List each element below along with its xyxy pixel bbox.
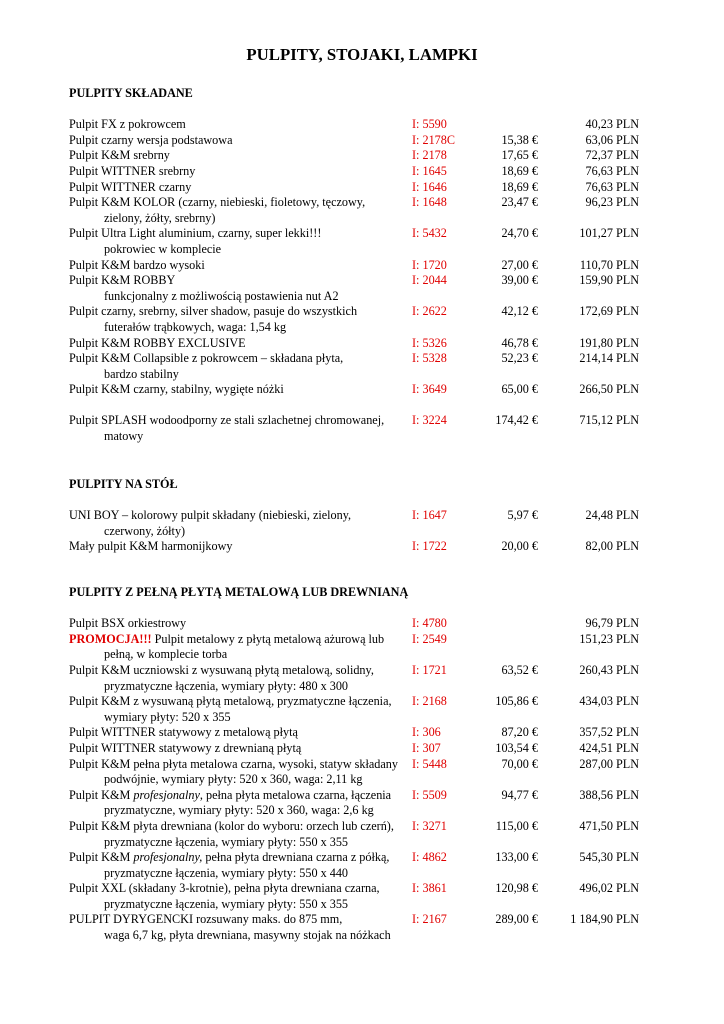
item-emphasis: profesjonalny [133,787,200,802]
price-row [69,757,649,788]
price-row [69,382,649,398]
item-code: I: 1720 [412,257,447,272]
price-row [69,819,649,850]
price-row [69,616,649,632]
item-description [69,850,401,881]
price-pln: 96,79 PLN [585,616,639,631]
item-continuation: pryzmatyczne łączenia, wymiary płyty: 480 x 300 [104,678,349,693]
item-code: I: 5448 [412,756,447,771]
price-pln: 159,90 PLN [579,273,639,288]
price-row [69,336,649,352]
price-eur: 42,12 € [501,304,538,319]
price-eur: 20,00 € [501,539,538,554]
item-continuation: pryzmatyczne łączenia, wymiary płyty: 550 x 355 [104,896,349,911]
price-row [69,725,649,741]
item-code: I: 3271 [412,818,447,833]
price-pln: 260,43 PLN [579,662,639,677]
price-pln: 357,52 PLN [579,725,639,740]
price-row [69,304,649,335]
price-pln: 24,48 PLN [585,508,639,523]
section-title: PULPITY SKŁADANE [69,86,193,100]
item-description [69,164,401,180]
price-pln: 96,23 PLN [585,195,639,210]
item-line: Pulpit K&M uczniowski z wysuwaną płytą metalową, solidny, [69,662,374,677]
price-eur: 115,00 € [495,818,538,833]
price-eur: 46,78 € [501,335,538,350]
price-row [69,632,649,663]
price-pln: 82,00 PLN [585,539,639,554]
price-row [69,508,649,539]
item-description [69,133,401,149]
item-code: I: 3861 [412,881,447,896]
item-code: I: 1721 [412,662,447,677]
item-description [69,117,401,133]
item-description [69,508,401,539]
item-continuation: pełną, w komplecie torba [104,647,228,662]
item-line: Pulpit XXL (składany 3-krotnie), pełna płyta drewniana czarna, [69,881,380,896]
price-pln: 101,27 PLN [579,226,639,241]
item-description [69,351,401,382]
price-row [69,413,649,444]
item-description [69,632,401,663]
item-code: I: 1645 [412,163,447,178]
price-pln: 172,69 PLN [579,304,639,319]
item-code: I: 2044 [412,273,447,288]
item-description [69,148,401,164]
item-code: I: 2178 [412,148,447,163]
price-pln: 434,03 PLN [579,694,639,709]
price-eur: 133,00 € [495,850,538,865]
price-pln: 1 184,90 PLN [570,912,639,927]
item-continuation: funkcjonalny z możliwością postawienia nut A2 [104,288,339,303]
item-code: I: 4780 [412,616,447,631]
item-line: Pulpit FX z pokrowcem [69,117,186,132]
item-description [69,336,401,352]
item-description [69,694,401,725]
price-pln: 388,56 PLN [579,787,639,802]
item-code: I: 2622 [412,304,447,319]
price-eur: 289,00 € [495,912,538,927]
price-row [69,912,649,943]
item-line: Pulpit K&M z wysuwaną płytą metalową, pryzmatyczne łączenia, [69,694,392,709]
item-description [69,180,401,196]
item-description [69,663,401,694]
price-row [69,694,649,725]
item-description [69,788,401,819]
item-description [69,273,401,304]
price-row [69,226,649,257]
item-code: I: 5432 [412,226,447,241]
price-row [69,741,649,757]
price-eur: 39,00 € [501,273,538,288]
section-pulpity-skladane [69,86,649,445]
item-line: PULPIT DYRYGENCKI rozsuwany maks. do 875 mm, [69,912,343,927]
price-pln: 40,23 PLN [585,117,639,132]
item-description [69,757,401,788]
item-continuation: waga 6,7 kg, płyta drewniana, masywny stojak na nóżkach [104,928,391,943]
price-pln: 72,37 PLN [585,148,639,163]
item-line: Pulpit K&M Collapsible z pokrowcem – składana płyta, [69,351,344,366]
item-code: I: 307 [412,740,441,755]
price-row [69,351,649,382]
item-description [69,258,401,274]
price-eur: 174,42 € [495,413,538,428]
item-line: Mały pulpit K&M harmonijkowy [69,539,233,554]
item-continuation: pryzmatyczne łączenia, wymiary płyty: 550 x 440 [104,865,349,880]
item-line: Pulpit SPLASH wodoodporny ze stali szlachetnej chromowanej, [69,413,385,428]
price-row [69,788,649,819]
page-title: PULPITY, STOJAKI, LAMPKI [246,45,478,64]
item-code: I: 4862 [412,850,447,865]
item-description [69,881,401,912]
price-row [69,663,649,694]
item-continuation: pryzmatyczne, wymiary płyty: 520 x 360, waga: 2,6 kg [104,803,374,818]
price-eur: 24,70 € [501,226,538,241]
item-emphasis: profesjonalny, [133,850,203,865]
item-code: I: 1646 [412,179,447,194]
price-eur: 63,52 € [501,662,538,677]
promo-label: PROMOCJA!!! [69,631,152,646]
section-title: PULPITY Z PEŁNĄ PŁYTĄ METALOWĄ LUB DREWNIANĄ [69,585,409,599]
price-eur: 5,97 € [507,508,538,523]
item-line: Pulpit czarny wersja podstawowa [69,132,233,147]
item-description [69,413,401,444]
section-title: PULPITY NA STÓŁ [69,477,178,491]
item-continuation: matowy [104,429,144,444]
price-eur: 103,54 € [495,740,538,755]
price-pln: 214,14 PLN [579,351,639,366]
price-pln: 545,30 PLN [579,850,639,865]
item-continuation: pryzmatyczne łączenia, wymiary płyty: 550 x 355 [104,834,349,849]
price-pln: 471,50 PLN [579,818,639,833]
price-pln: 715,12 PLN [579,413,639,428]
price-row [69,881,649,912]
price-eur: 65,00 € [501,382,538,397]
item-code: I: 2167 [412,912,447,927]
item-line: Pulpit K&M KOLOR (czarny, niebieski, fioletowy, tęczowy, [69,195,366,210]
price-eur: 87,20 € [501,725,538,740]
item-line: Pulpit K&M ROBBY EXCLUSIVE [69,335,246,350]
price-pln: 424,51 PLN [579,740,639,755]
price-pln: 63,06 PLN [585,132,639,147]
price-pln: 191,80 PLN [579,335,639,350]
item-line: Pulpit WITTNER statywowy z drewnianą płytą [69,740,302,755]
price-eur: 17,65 € [501,148,538,163]
item-description [69,539,401,555]
price-pln: 110,70 PLN [579,257,639,272]
item-line: UNI BOY – kolorowy pulpit składany (niebieski, zielony, [69,508,352,523]
price-row [69,850,649,881]
price-pln: 76,63 PLN [585,163,639,178]
price-eur: 23,47 € [501,195,538,210]
item-continuation: podwójnie, wymiary płyty: 520 x 360, waga: 2,11 kg [104,772,363,787]
item-code: I: 306 [412,725,441,740]
spacer [69,493,649,509]
spacer [69,398,649,414]
section-pulpity-na-stol [69,477,649,555]
item-description [69,226,401,257]
item-description [69,741,401,757]
price-eur: 105,86 € [495,694,538,709]
item-continuation: czerwony, żółty) [104,523,186,538]
price-pln: 76,63 PLN [585,179,639,194]
item-description [69,616,401,632]
item-code: I: 1647 [412,508,447,523]
price-pln: 266,50 PLN [579,382,639,397]
price-row [69,195,649,226]
price-row [69,539,649,555]
price-eur: 52,23 € [501,351,538,366]
item-continuation: wymiary płyty: 520 x 355 [104,709,231,724]
price-eur: 27,00 € [501,257,538,272]
price-row [69,148,649,164]
item-line: Pulpit BSX orkiestrowy [69,616,187,631]
item-line: Pulpit K&M bardzo wysoki [69,257,205,272]
item-line: Pulpit K&M profesjonalny, pełna płyta metalowa czarna, łączenia [69,787,392,802]
item-line: Pulpit K&M płyta drewniana (kolor do wyboru: orzech lub czerń), [69,818,394,833]
item-description [69,819,401,850]
price-pln: 287,00 PLN [579,756,639,771]
item-description [69,725,401,741]
item-code: I: 3649 [412,382,447,397]
item-description [69,195,401,226]
price-eur: 18,69 € [501,163,538,178]
item-line: Pulpit czarny, srebrny, silver shadow, pasuje do wszystkich [69,304,358,319]
spacer [69,102,649,118]
item-code: I: 3224 [412,413,447,428]
item-code: I: 5509 [412,787,447,802]
item-description [69,304,401,335]
item-continuation: bardzo stabilny [104,366,179,381]
item-code: I: 2178C [412,132,455,147]
price-pln: 496,02 PLN [579,881,639,896]
price-row [69,258,649,274]
price-row [69,180,649,196]
price-eur: 94,77 € [501,787,538,802]
item-line: PROMOCJA!!! Pulpit metalowy z płytą metalową ażurową lub [69,631,385,646]
item-continuation: futerałów trąbkowych, waga: 1,54 kg [104,319,287,334]
price-eur: 70,00 € [501,756,538,771]
item-code: I: 1722 [412,539,447,554]
price-row [69,164,649,180]
item-code: I: 5326 [412,335,447,350]
spacer [69,601,649,617]
price-eur: 18,69 € [501,179,538,194]
price-row [69,133,649,149]
item-continuation: zielony, żółty, srebrny) [104,210,216,225]
price-eur: 120,98 € [495,881,538,896]
item-code: I: 1648 [412,195,447,210]
item-code: I: 2168 [412,694,447,709]
item-description [69,912,401,943]
item-line: Pulpit WITTNER srebrny [69,163,196,178]
item-continuation: pokrowiec w komplecie [104,241,222,256]
item-line: Pulpit K&M czarny, stabilny, wygięte nóżki [69,382,284,397]
price-pln: 151,23 PLN [579,631,639,646]
item-line: Pulpit WITTNER czarny [69,179,192,194]
item-code: I: 2549 [412,631,447,646]
section-pulpity-z-pelna-plyta [69,585,649,944]
item-description [69,382,401,398]
price-row [69,273,649,304]
item-code: I: 5590 [412,117,447,132]
item-code: I: 5328 [412,351,447,366]
item-line: Pulpit WITTNER statywowy z metalową płytą [69,725,298,740]
price-eur: 15,38 € [501,132,538,147]
item-line: Pulpit Ultra Light aluminium, czarny, super lekki!!! [69,226,322,241]
item-line: Pulpit K&M pełna płyta metalowa czarna, wysoki, statyw składany [69,756,398,771]
price-row [69,117,649,133]
item-line: Pulpit K&M profesjonalny, pełna płyta drewniana czarna z półką, [69,850,390,865]
item-line: Pulpit K&M ROBBY [69,273,176,288]
item-line: Pulpit K&M srebrny [69,148,170,163]
